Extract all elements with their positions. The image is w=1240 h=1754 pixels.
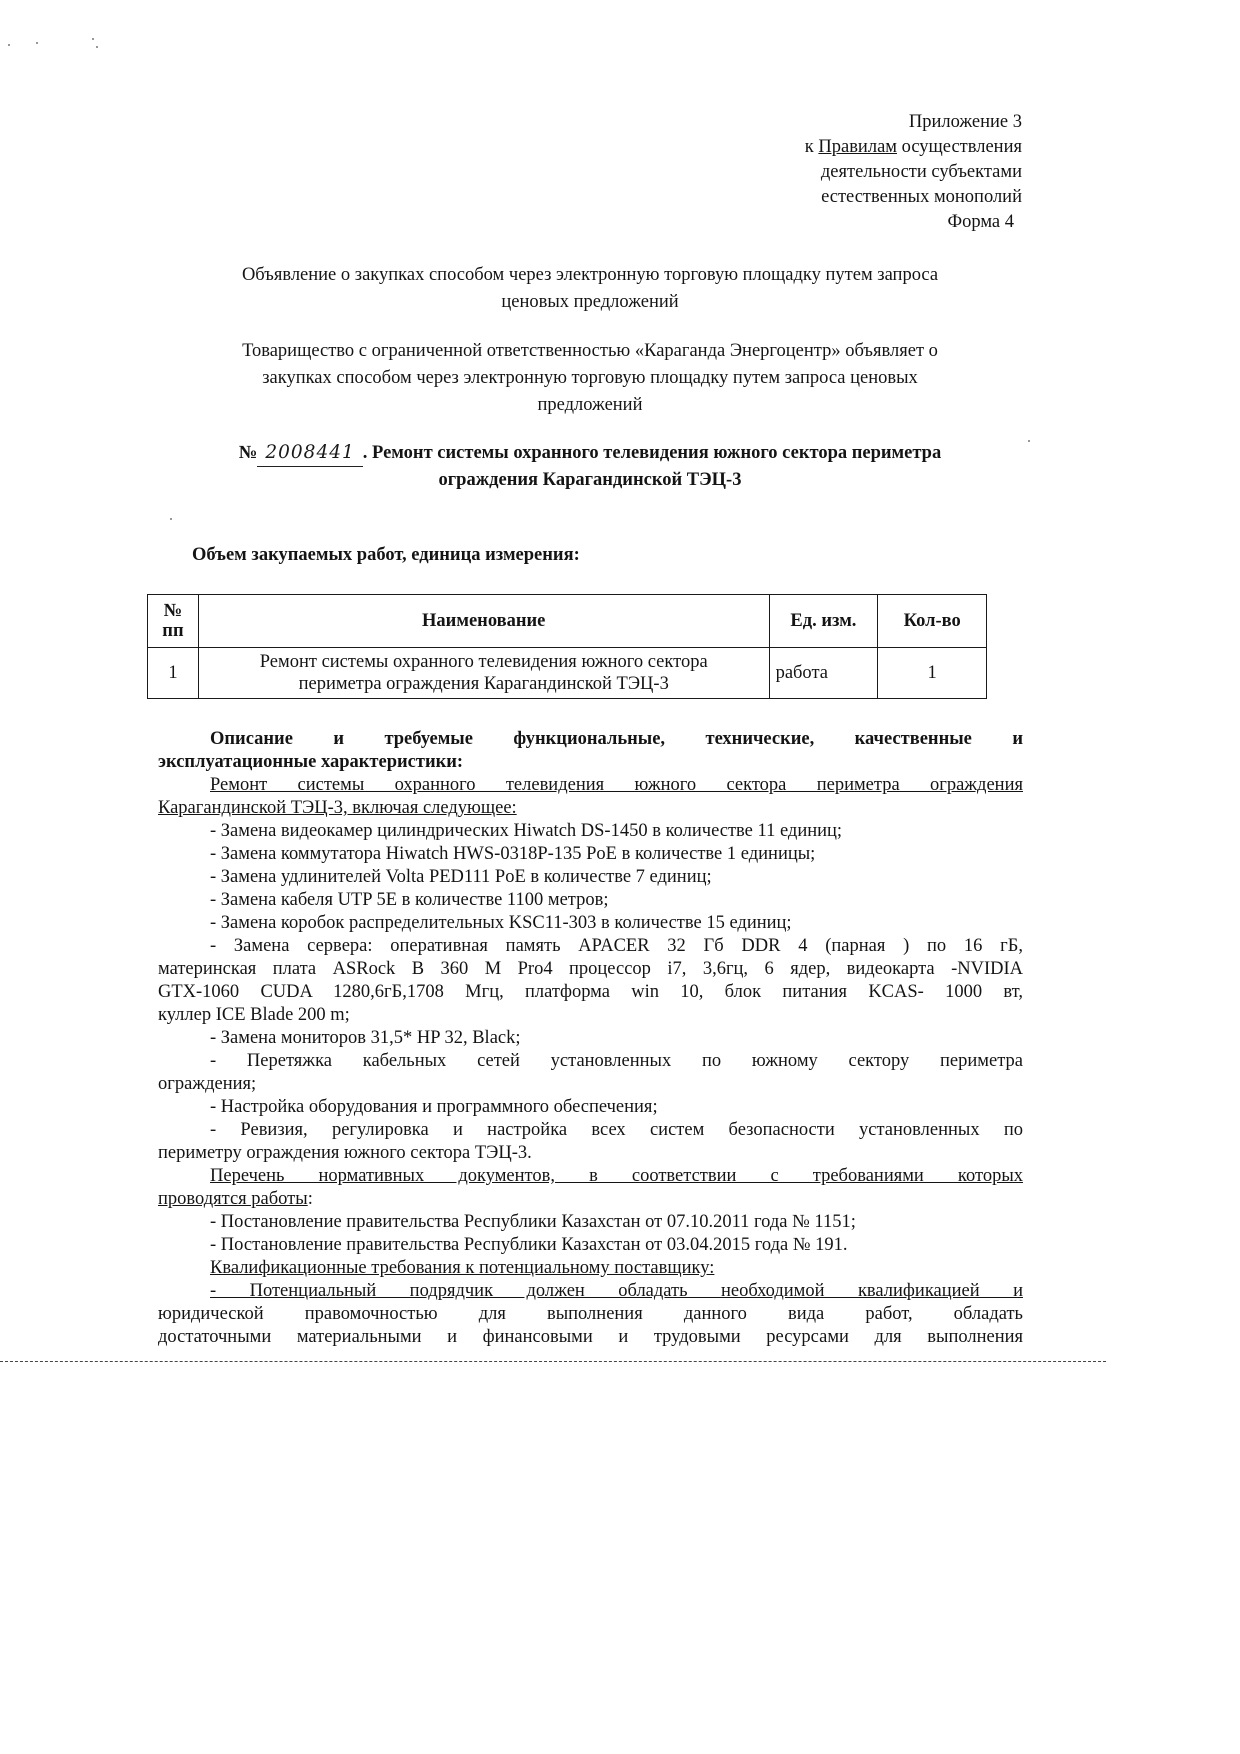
heading-line: Объявление о закупках способом через электронную торговую площадку путем запроса: [241, 265, 939, 285]
appendix-line: Приложение 3: [908, 112, 1022, 132]
cell-number: 1: [148, 648, 199, 699]
list-item: - Замена коммутатора Hiwatch HWS-0318P-135 PoE в количестве 1 единицы;: [210, 844, 816, 864]
qualification-line: достаточными материальными и финансовыми и трудовыми ресурсами для выполнения: [158, 1327, 1023, 1347]
scan-speck: [8, 44, 10, 46]
regulation-item: - Постановление правительства Республики Казахстан от 07.10.2011 года № 1151;: [210, 1212, 856, 1232]
scan-speck: [36, 42, 38, 44]
cell-unit: работа: [769, 648, 878, 699]
server-item: - Замена сервера: оперативная память APACER 32 Гб DDR 4 (парная ) по 16 гБ,: [210, 936, 1023, 956]
works-intro-text: Карагандинской ТЭЦ-3, включая следующее:: [158, 798, 517, 818]
server-item: материнская плата ASRock B 360 M Pro4 процессор i7, 3,6гц, 6 ядер, видеокарта -NVIDIA: [158, 959, 1023, 979]
column-header-quantity: Кол-во: [878, 595, 987, 648]
description-section: [158, 728, 1023, 1349]
revision-item: периметру ограждения южного сектора ТЭЦ-3.: [158, 1143, 532, 1163]
heading-line: ценовых предложений: [501, 292, 679, 312]
org-line: Товарищество с ограниченной ответственностью «Караганда Энергоцентр» объявляет о: [242, 341, 938, 361]
regulations-heading-text: проводятся работы: [158, 1189, 308, 1209]
qualification-heading: [158, 1257, 1023, 1280]
scan-speck: [92, 38, 94, 40]
regulations-heading: [158, 1188, 1023, 1211]
scope-heading: Объем закупаемых работ, единица измерения:: [192, 545, 580, 565]
list-item: - Замена удлинителей Volta PED111 PoE в количестве 7 единиц;: [210, 867, 712, 887]
qualification-line: юридической правомочностью для выполнения данного вида работ, обладать: [158, 1304, 1023, 1324]
appendix-header: [622, 110, 1022, 235]
handwritten-lot-number: 2008441: [257, 440, 362, 467]
works-intro: [158, 797, 1023, 820]
works-table: [147, 594, 987, 699]
scan-speck: [96, 46, 98, 48]
list-item: - Настройка оборудования и программного обеспечения;: [210, 1097, 658, 1117]
table-row: [148, 648, 987, 699]
works-intro: Ремонт системы охранного телевидения южного сектора периметра ограждения: [210, 775, 1023, 795]
column-header-number: № пп: [148, 595, 199, 648]
appendix-line: деятельности субъектами: [820, 162, 1022, 182]
regulations-heading: Перечень нормативных документов, в соответствии с требованиями которых: [210, 1166, 1023, 1186]
lot-title-line: ограждения Карагандинской ТЭЦ-3: [438, 470, 742, 490]
lot-title-text: . Ремонт системы охранного телевидения южного сектора периметра: [362, 443, 942, 463]
list-item: - Замена кабеля UTP 5E в количестве 1100 метров;: [210, 890, 609, 910]
revision-item: - Ревизия, регулировка и настройка всех систем безопасности установленных по: [210, 1120, 1023, 1140]
appendix-prefix: к: [804, 137, 819, 157]
list-item: - Замена коробок распределительных KSC11-303 в количестве 15 единиц;: [210, 913, 792, 933]
server-item: куллер ICE Blade 200 m;: [158, 1005, 350, 1025]
organization-paragraph: [150, 338, 1030, 419]
qualification-heading-text: Квалификационные требования к потенциальному поставщику:: [210, 1258, 715, 1278]
list-item: - Замена мониторов 31,5* HP 32, Black;: [210, 1028, 521, 1048]
announcement-heading: [140, 262, 1040, 316]
cell-quantity: 1: [878, 648, 987, 699]
qualification-line: - Потенциальный подрядчик должен обладать необходимой квалификацией и: [210, 1281, 1023, 1301]
regulations-colon: :: [307, 1189, 313, 1209]
regulation-item: - Постановление правительства Республики Казахстан от 03.04.2015 года № 191.: [210, 1235, 848, 1255]
description-heading: эксплуатационные характеристики:: [158, 752, 464, 772]
org-line: закупках способом через электронную торговую площадку путем запроса ценовых: [262, 368, 918, 388]
appendix-suffix: осуществления: [896, 137, 1022, 157]
dashed-divider: [0, 1361, 1106, 1362]
org-line: предложений: [537, 395, 643, 415]
number-sign: №: [238, 443, 258, 463]
cell-name: Ремонт системы охранного телевидения южного сектора периметра ограждения Карагандинской ТЭЦ-3: [198, 648, 769, 699]
table-header-row: [148, 595, 987, 648]
cable-item: ограждения;: [158, 1074, 257, 1094]
column-header-name: Наименование: [198, 595, 769, 648]
appendix-line: [622, 135, 1022, 160]
cable-item: - Перетяжка кабельных сетей установленных по южному сектору периметра: [210, 1051, 1023, 1071]
column-header-unit: Ед. изм.: [769, 595, 878, 648]
lot-title: [150, 440, 1030, 493]
server-item: GTX-1060 CUDA 1280,6гБ,1708 Мгц, платформа win 10, блок питания KCAS- 1000 вт,: [158, 982, 1023, 1002]
form-number: Форма 4: [947, 212, 1014, 232]
rules-link[interactable]: Правилам: [818, 137, 897, 157]
lot-title-line: [150, 440, 1030, 467]
description-heading: Описание и требуемые функциональные, технические, качественные и: [210, 729, 1023, 749]
appendix-line: естественных монополий: [821, 187, 1022, 207]
scan-speck: [170, 518, 172, 520]
list-item: - Замена видеокамер цилиндрических Hiwatch DS-1450 в количестве 11 единиц;: [210, 821, 843, 841]
